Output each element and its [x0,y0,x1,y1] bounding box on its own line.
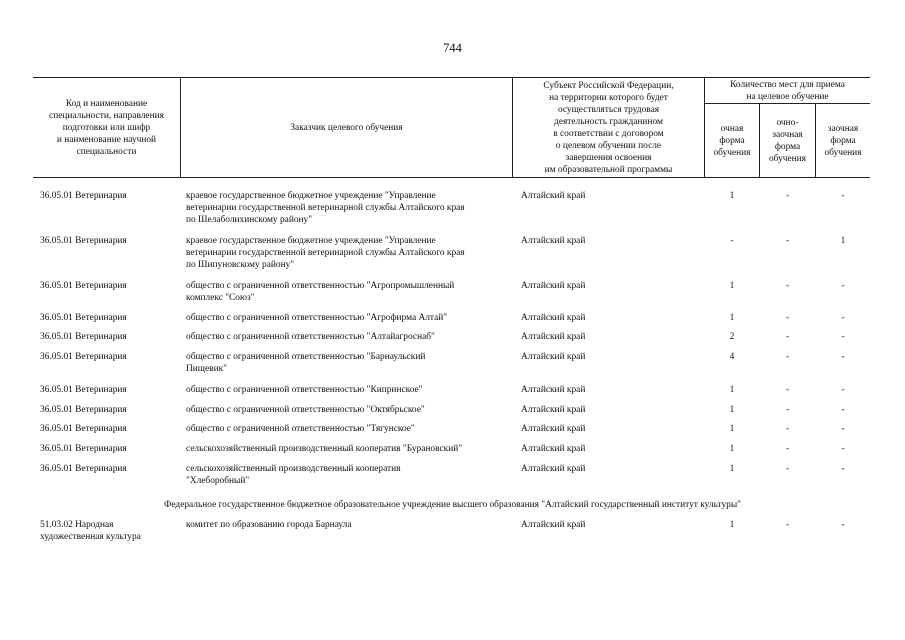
row-subject: Алтайский край [521,444,586,454]
row-part-time: - [785,236,790,246]
row-part-time: - [785,313,790,323]
row-full-time: 1 [729,424,735,434]
header-code: Код и наименование специальности, направления подготовки или шифр и наименование научной специальности [49,98,164,157]
row-part-time: - [785,464,790,474]
row-full-time: 1 [729,464,735,474]
row-customer: общество с ограниченной ответственностью "Агропромышленный комплекс "Союз" [186,281,455,303]
row-subject: Алтайский край [521,352,586,362]
row-distance: - [841,313,845,323]
row-part-time: - [785,281,790,291]
row-code: 51.03.02 Народная художественная культура [40,520,141,542]
row-customer: общество с ограниченной ответственностью "Кипринское" [186,385,423,395]
row-subject: Алтайский край [521,464,586,474]
header-bottom-rule [33,177,870,178]
row-customer: общество с ограниченной ответственностью "Алтайагроснаб" [186,332,435,342]
row-subject: Алтайский край [521,332,586,342]
row-distance: - [841,332,845,342]
row-distance: - [841,405,845,415]
row-code: 36.05.01 Ветеринария [40,405,127,415]
row-full-time: 1 [729,405,735,415]
row-full-time: 1 [729,444,735,454]
row-full-time: 1 [729,191,735,201]
row-full-time: 2 [729,332,735,342]
row-customer: сельскохозяйственный производственный кооператив "Бурановский" [186,444,463,454]
row-full-time: 1 [729,281,735,291]
row-distance: - [841,464,845,474]
row-subject: Алтайский край [521,405,586,415]
row-part-time: - [785,520,790,530]
row-distance: - [841,520,845,530]
header-customer: Заказчик целевого обучения [290,122,403,133]
row-subject: Алтайский край [521,236,586,246]
row-distance: - [841,352,845,362]
row-part-time: - [785,352,790,362]
row-part-time: - [785,444,790,454]
row-full-time: 1 [729,313,735,323]
row-code: 36.05.01 Ветеринария [40,236,127,246]
row-code: 36.05.01 Ветеринария [40,313,127,323]
row-part-time: - [785,424,790,434]
row-customer: общество с ограниченной ответственностью "Тягунское" [186,424,415,434]
row-distance: - [841,191,845,201]
row-full-time: 1 [729,520,735,530]
row-full-time: 4 [729,352,735,362]
page-number: 744 [443,41,462,55]
row-full-time: 1 [729,385,735,395]
row-code: 36.05.01 Ветеринария [40,191,127,201]
row-part-time: - [785,405,790,415]
row-code: 36.05.01 Ветеринария [40,281,127,291]
row-customer: краевое государственное бюджетное учреждение "Управление ветеринарии государственной ветеринарной службы Алтайского края по Шелаболихинскому району" [186,191,465,225]
row-subject: Алтайский край [521,281,586,291]
row-subject: Алтайский край [521,385,586,395]
header-subject: Субъект Российской Федерации, на территории которого будет осуществляться трудовая деятельность гражданином в соответствии с договором о целевом обучении после завершения освоения им образовательной программы [543,80,674,175]
row-part-time: - [785,332,790,342]
header-places: Количество мест для приема на целевое обучение [730,79,845,102]
section-heading: Федеральное государственное бюджетное образовательное учреждение высшего образования "Алтайский государственный институт культуры" [163,500,741,510]
row-customer: общество с ограниченной ответственностью "Октябрьское" [186,405,425,415]
row-distance: - [841,444,845,454]
row-code: 36.05.01 Ветеринария [40,464,127,474]
row-code: 36.05.01 Ветеринария [40,352,127,362]
row-customer: сельскохозяйственный производственный кооператив "Хлеборобный" [186,464,401,486]
row-code: 36.05.01 Ветеринария [40,424,127,434]
row-distance: - [841,424,845,434]
row-subject: Алтайский край [521,313,586,323]
row-code: 36.05.01 Ветеринария [40,444,127,454]
row-subject: Алтайский край [521,191,586,201]
row-subject: Алтайский край [521,424,586,434]
row-customer: общество с ограниченной ответственностью "Агрофирма Алтай" [186,313,448,323]
row-customer: общество с ограниченной ответственностью "Барнаульский Пищевик" [186,352,426,374]
row-distance: - [841,385,845,395]
header-part-time: очно- заочная форма обучения [768,117,806,164]
row-customer: краевое государственное бюджетное учреждение "Управление ветеринарии государственной ветеринарной службы Алтайского края по Шипуновскому району" [186,236,465,270]
row-part-time: - [785,191,790,201]
row-distance: - [841,281,845,291]
header-full-time: очная форма обучения [713,123,751,158]
row-code: 36.05.01 Ветеринария [40,385,127,395]
row-part-time: - [785,385,790,395]
row-distance: 1 [840,236,846,246]
row-code: 36.05.01 Ветеринария [40,332,127,342]
row-full-time: - [730,236,734,246]
header-distance: заочная форма обучения [824,123,862,158]
row-customer: комитет по образованию города Барнаула [186,520,352,530]
row-subject: Алтайский край [521,520,586,530]
